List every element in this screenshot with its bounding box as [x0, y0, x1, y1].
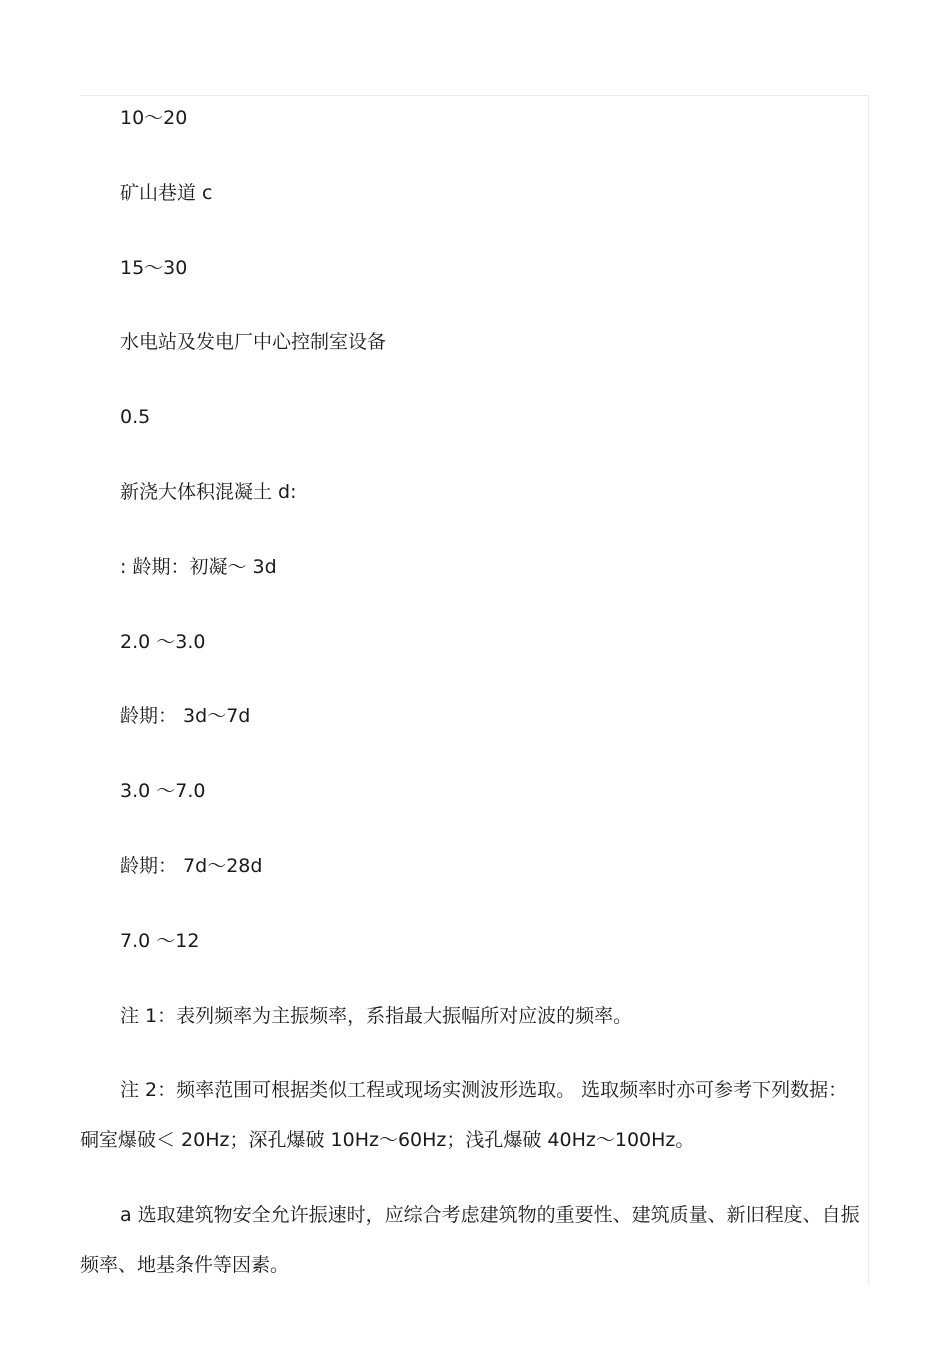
text-line: 龄期： 7d～28d — [120, 855, 263, 877]
text-line: 15～30 — [120, 257, 188, 279]
text-line: 0.5 — [120, 406, 151, 428]
text-line: 矿山巷道 c — [120, 182, 213, 204]
text-line: 水电站及发电厂中心控制室设备 — [120, 331, 387, 353]
text-line: 7.0 ～12 — [120, 930, 200, 952]
text-line: : 龄期：初凝～ 3d — [120, 556, 277, 578]
note-a: a 选取建筑物安全允许振速时，应综合考虑建筑物的重要性、建筑质量、新旧程度、自振频率、地基条件等因素。 — [80, 1204, 860, 1276]
text-line: 2.0 ～3.0 — [120, 631, 206, 653]
text-line: 3.0 ～7.0 — [120, 780, 206, 802]
text-line: 龄期： 3d～7d — [120, 705, 251, 727]
note-1: 注 1：表列频率为主振频率，系指最大振幅所对应波的频率。 — [120, 1005, 633, 1027]
text-line: 10～20 — [120, 107, 188, 129]
note-2: 注 2：频率范围可根据类似工程或现场实测波形选取。 选取频率时亦可参考下列数据：硐室爆破＜ 20Hz；深孔爆破 10Hz～60Hz；浅孔爆破 40Hz～100Hz。 — [80, 1079, 848, 1151]
text-line: 新浇大体积混凝土 d: — [120, 481, 297, 503]
